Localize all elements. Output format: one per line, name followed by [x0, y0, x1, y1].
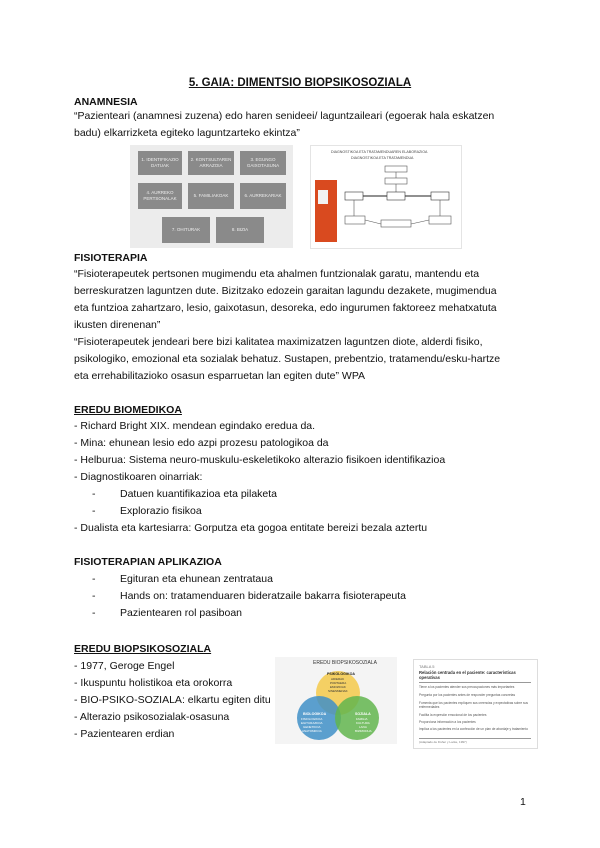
- dash-bullet: -: [92, 607, 96, 619]
- venn-diagram: [275, 657, 397, 744]
- biopsiko-item: - Ikuspuntu holistikoa eta orokorra: [74, 677, 233, 689]
- table-label: TABLA 5: [419, 664, 435, 669]
- table-row: Implica a los pacientes en la confección de un plan de abordaje y tratamiento: [419, 727, 528, 731]
- anamnesia-line2: badu) elkarrizketa egiteko laguntzarteko ekintza”: [74, 127, 300, 139]
- venn-psiko-label: PSIKOLOGIKOA: [327, 672, 355, 676]
- venn-bio-item: EGITURAZKOA: [301, 721, 323, 725]
- table-title: Relación centrada en el paciente: características operativas: [419, 670, 516, 680]
- venn-psiko-item: ADIERAK: [331, 677, 345, 681]
- venn-bio-item: FISIOLOGIKOA: [301, 717, 323, 721]
- step-box: 5. FAMILIAKOAK: [188, 183, 234, 209]
- biomed-item: - Dualista eta kartesiarra: Gorputza eta gogoa entitate bereizi bezala aztertu: [74, 522, 428, 534]
- fisio-line: ikusten direnenan”: [74, 319, 161, 331]
- step-box: 4. AURREKO PERTSONALAK: [138, 183, 182, 209]
- venn-sozial-item: BIZIMODUA: [355, 729, 372, 733]
- fisio-line: “Fisioterapeutek pertsonen mugimendu eta ahalmen funtzionalak garatu, mantendu eta: [74, 268, 480, 280]
- step-box: 3. EGUNGO GAIXOTASUNA: [240, 151, 286, 175]
- biomed-subitem: Datuen kuantifikazioa eta pilaketa: [120, 488, 278, 500]
- biomed-item: - Diagnostikoaren oinarriak:: [74, 471, 203, 483]
- venn-psiko-item: PORTAERA: [330, 681, 347, 685]
- table-row: Proporciona información a los pacientes: [419, 720, 476, 724]
- venn-bio-label: BIOLOGIKOA: [303, 712, 327, 716]
- step-box: 2. KONTSULTAREN ARRAZOIA: [188, 151, 234, 175]
- biopsikosoziala-heading: EREDU BIOPSIKOSOZIALA: [74, 643, 212, 655]
- venn-bio-item: ANATOMIKOA: [302, 729, 322, 733]
- fisio-line: psikologiko, emozional eta sozialak behatuz. Sustapen, prebentzio, tratamendu/esku-hartze: [74, 353, 501, 365]
- venn-title: EREDU BIOPSIKOSOZIALA: [313, 660, 377, 666]
- step-box: 8. BIZIA: [216, 217, 264, 243]
- dash-bullet: -: [92, 505, 96, 517]
- venn-psiko-item: EMOZIOAK: [330, 685, 346, 689]
- venn-sozial-item: KULTURA: [356, 721, 370, 725]
- biomed-item: - Helburua: Sistema neuro-muskulu-eskeletikoko alterazio fisikoen identifikazioa: [74, 454, 446, 466]
- table-row: Pregunta por los pacientes antes de responder preguntas concretas: [419, 693, 516, 697]
- patient-centered-table: [413, 659, 538, 749]
- flow-chart-lines: [341, 164, 457, 244]
- biopsiko-item: - BIO-PSIKO-SOZIALA: elkartu egiten ditu: [74, 694, 271, 706]
- venn-sozial-item: FAMILIA: [356, 717, 368, 721]
- biopsiko-item: - 1977, Geroge Engel: [74, 660, 175, 672]
- biomed-item: - Mina: ehunean lesio edo azpi prozesu patologikoa da: [74, 437, 329, 449]
- biomed-subitem: Explorazio fisikoa: [120, 505, 202, 517]
- venn-psiko-item: SINESMENAK: [328, 689, 348, 693]
- dash-bullet: -: [92, 573, 96, 585]
- fisio-line: “Fisioterapeutek jendeari bere bizi kalitatea maximizatzen laguntzen diote, alderdi fisiko,: [74, 336, 483, 348]
- fisio-line: berreskuratzen laguntzen dute. Bizitzako edozein garaitan lagundu dezakete, mugimendua: [74, 285, 497, 297]
- flow-heading: DIAGNOSTIKOA ETA TRATAMENDUAREN ELABORAZIOA: [331, 150, 428, 154]
- flow-sub: DIAGNOSTIKOA ETA TRATAMENDUA: [351, 156, 414, 160]
- page-title: 5. GAIA: DIMENTSIO BIOPSIKOSOZIALA: [188, 77, 412, 89]
- biomedikoa-heading: EREDU BIOMEDIKOA: [74, 404, 182, 416]
- aplikazio-item: Egituran eta ehunean zentrataua: [120, 573, 273, 585]
- biopsiko-item: - Pazientearen erdian: [74, 728, 175, 740]
- aplikazio-item: Pazientearen rol pasiboan: [120, 607, 243, 619]
- fisio-line: eta errehabilitazioko osasun esparruetan lan egiten dute” WPA: [74, 370, 366, 382]
- venn-sozial-item: LANA: [359, 725, 367, 729]
- fisioterapia-heading: FISIOTERAPIA: [74, 252, 148, 264]
- biomed-item: - Richard Bright XIX. mendean egindako eredua da.: [74, 420, 316, 432]
- biopsiko-item: - Alterazio psikosozialak-osasuna: [74, 711, 230, 723]
- book-cover-image: [315, 180, 337, 242]
- table-row: Fomenta que los pacientes expliquen sus creencias y expectativas sobre sus enfermedades: [419, 701, 528, 709]
- step-box: 7. OHITURAK: [162, 217, 210, 243]
- fisio-line: eta funtzioa zahartzaro, lesio, gaixotasun, desoreka, edo ingurumen faktoreez mehatxatuta: [74, 302, 497, 314]
- aplikazioa-heading: FISIOTERAPIAN APLIKAZIOA: [74, 556, 222, 568]
- anamnesia-heading: ANAMNESIA: [74, 96, 138, 108]
- dash-bullet: -: [92, 590, 96, 602]
- anamnesia-line1: “Pazienteari (anamnesi zuzena) edo haren senideei/ laguntzaileari (egoerak hala eskatzen: [74, 110, 495, 122]
- diagnosis-flow-diagram: [310, 145, 462, 249]
- step-box: 1. IDENTIFIKAZIO DATUAK: [138, 151, 182, 175]
- venn-bio-item: GENETIKOA: [303, 725, 321, 729]
- step-box: 6. AURREKARIAK: [240, 183, 286, 209]
- table-row: Facilita la expresión emocional de los pacientes: [419, 713, 487, 717]
- page-number: 1: [520, 796, 526, 808]
- aplikazio-item: Hands on: tratamenduaren bideratzaile bakarra fisioterapeuta: [120, 590, 407, 602]
- table-source: (Adaptado de Fisher y Locke, 1997): [419, 740, 467, 744]
- table-row: Tiene a los pacientes atender sus preocupaciones más importantes: [419, 685, 515, 689]
- anamnesis-steps-diagram: [130, 145, 293, 248]
- venn-sozial-label: SOZIALA: [355, 712, 371, 716]
- dash-bullet: -: [92, 488, 96, 500]
